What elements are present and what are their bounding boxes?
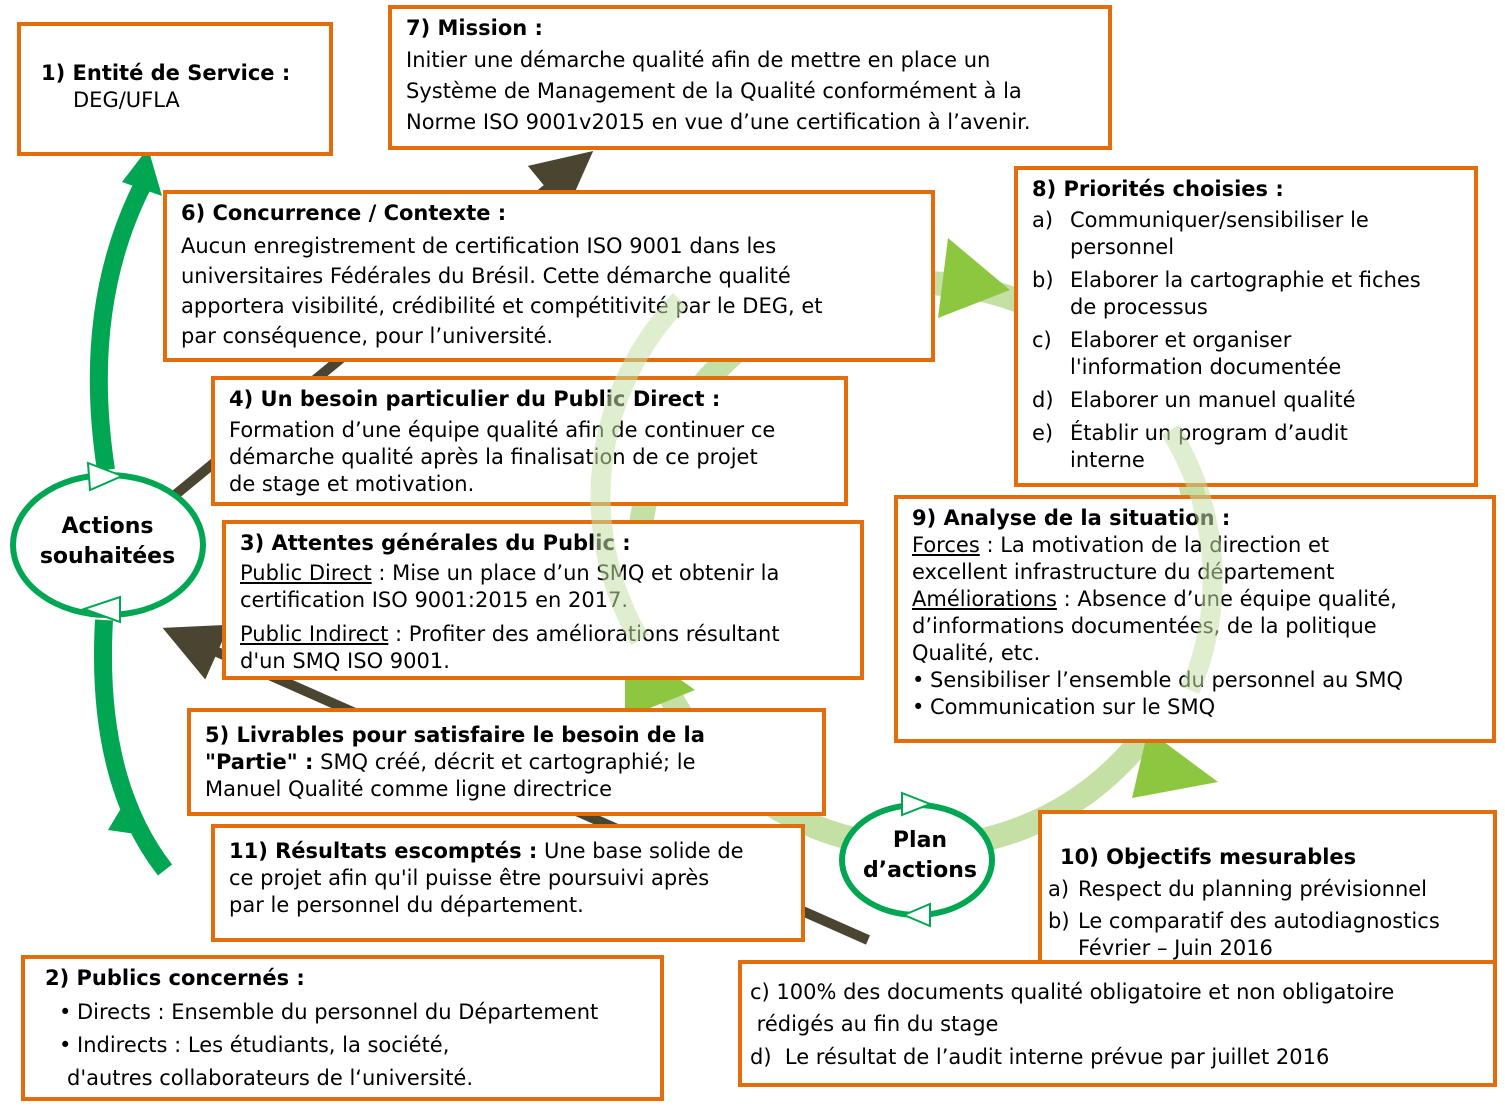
box-priorites	[1014, 166, 1478, 487]
box10-item-b-line2: Février – Juin 2016	[1078, 936, 1273, 960]
box9-forces-text2: excellent infrastructure du département	[912, 560, 1335, 584]
box7-line2: Système de Management de la Qualité conformément à la	[406, 79, 1022, 103]
box8-item-c	[1032, 327, 1460, 381]
box2-line3: d'autres collaborateurs de l‘université.	[67, 1066, 474, 1090]
box9-forces-text: : La motivation de la direction et	[979, 533, 1330, 557]
box5-line2	[205, 749, 808, 776]
box6-line2: universitaires Fédérales du Brésil. Cette démarche qualité	[181, 264, 791, 288]
box11-title: 11) Résultats escomptés :	[229, 839, 538, 863]
box8-item-c-line2: l'information documentée	[1070, 355, 1342, 379]
box8-item-a	[1032, 207, 1460, 261]
box2-bullet-1: • Directs : Ensemble du personnel du Département	[39, 996, 646, 1029]
box11-line2: ce projet afin qu'il puisse être poursuivi après	[229, 866, 710, 890]
box-attentes	[222, 520, 864, 680]
box9-bullet-2: • Communication sur le SMQ	[912, 695, 1216, 719]
box3-indirect-text: : Profiter des améliorations résultant	[388, 622, 780, 646]
box10-d-line: d) Le résultat de l’audit interne prévue par juillet 2016	[750, 1045, 1330, 1069]
box-entite-service	[17, 22, 333, 156]
box8-item-a-line2: personnel	[1070, 235, 1175, 259]
box2-bullet-2-text: Indirects : Les étudiants, la société,	[77, 1033, 450, 1057]
box-mission	[388, 5, 1112, 150]
box9-bullet-1-text: Sensibiliser l’ensemble du personnel au SMQ	[930, 668, 1404, 692]
box8-item-c-key: c)	[1032, 328, 1052, 352]
box9-amel-label: Améliorations	[912, 587, 1057, 611]
box10-item-b	[1048, 908, 1483, 962]
box7-title: 7) Mission :	[406, 16, 543, 40]
box8-title: 8) Priorités choisies :	[1032, 177, 1284, 201]
box6-line3: apportera visibilité, crédibilité et compétitivité par le DEG, et	[181, 294, 823, 318]
box4-line3: de stage et motivation.	[229, 472, 475, 496]
box9-amel-text2: d’informations documentées, de la politique	[912, 614, 1377, 638]
box10-title: 10) Objectifs mesurables	[1060, 845, 1357, 869]
box7-line1: Initier une démarche qualité afin de mettre en place un	[406, 48, 991, 72]
box8-item-b-line1: Elaborer la cartographie et fiches	[1070, 268, 1421, 292]
box-besoin-particulier	[211, 376, 848, 506]
box5-text2: SMQ créé, décrit et cartographié; le	[313, 750, 696, 774]
plan-label-line2: d’actions	[863, 858, 977, 883]
box2-bullet-1-text: Directs : Ensemble du personnel du Département	[77, 1000, 599, 1024]
box5-line3: Manuel Qualité comme ligne directrice	[205, 777, 613, 801]
box9-title: 9) Analyse de la situation :	[912, 506, 1231, 530]
green-arc-up	[99, 175, 148, 470]
box9-forces-label: Forces	[912, 533, 980, 557]
box2-title: 2) Publics concernés :	[45, 966, 305, 990]
box3-indirect-label: Public Indirect	[240, 622, 389, 646]
box9-amel-text: : Absence d’une équipe qualité,	[1056, 587, 1397, 611]
box3-indirect	[240, 621, 846, 648]
box-analyse	[894, 495, 1496, 743]
box3-indirect-text2: d'un SMQ ISO 9001.	[240, 649, 450, 673]
box11-line1	[229, 838, 787, 865]
box3-direct-label: Public Direct	[240, 561, 372, 585]
box-concurrence	[163, 190, 935, 362]
actions-label	[20, 512, 195, 572]
box8-item-d-line1: Elaborer un manuel qualité	[1070, 388, 1356, 412]
box6-line4: par conséquence, pour l’université.	[181, 324, 554, 348]
box8-item-e	[1032, 420, 1460, 474]
box1-body: DEG/UFLA	[73, 88, 180, 112]
box9-bullet-2-text: Communication sur le SMQ	[930, 695, 1216, 719]
box8-item-b-key: b)	[1032, 268, 1054, 292]
box2-bullet-2: • Indirects : Les étudiants, la société,	[39, 1029, 646, 1062]
box10-item-b-key: b)	[1048, 909, 1070, 933]
box10-c-line2: rédigés au fin du stage	[750, 1012, 999, 1036]
box9-forces	[912, 532, 1478, 559]
box8-item-e-key: e)	[1032, 421, 1054, 445]
box11-text1: Une base solide de	[537, 839, 744, 863]
box-objectifs-extension	[738, 960, 1497, 1087]
box8-item-d	[1032, 387, 1460, 414]
box1-title: 1) Entité de Service :	[41, 61, 291, 85]
box9-amel-text3: Qualité, etc.	[912, 641, 1041, 665]
box8-item-a-line1: Communiquer/sensibiliser le	[1070, 208, 1369, 232]
box11-line3: par le personnel du département.	[229, 893, 584, 917]
box3-direct-text2: certification ISO 9001:2015 en 2017.	[240, 588, 629, 612]
box10-item-a-line1: Respect du planning prévisionnel	[1078, 877, 1428, 901]
box3-title: 3) Attentes générales du Public :	[240, 531, 631, 555]
box8-item-b	[1032, 267, 1460, 321]
box3-direct-text: : Mise un place d’un SMQ et obtenir la	[371, 561, 780, 585]
box5-title2: "Partie" :	[205, 750, 314, 774]
box7-line3: Norme ISO 9001v2015 en vue d’une certification à l’avenir.	[406, 110, 1031, 134]
box8-item-e-line1: Établir un program d’audit	[1070, 421, 1348, 445]
box4-title: 4) Un besoin particulier du Public Direct :	[229, 387, 721, 411]
actions-label-line2: souhaitées	[39, 544, 176, 569]
box10-item-b-line1: Le comparatif des autodiagnostics	[1078, 909, 1440, 933]
box4-line1: Formation d’une équipe qualité afin de continuer ce	[229, 418, 776, 442]
box8-item-b-line2: de processus	[1070, 295, 1208, 319]
box4-line2: démarche qualité après la finalisation de ce projet	[229, 445, 758, 469]
green-arc-down-head	[108, 790, 150, 836]
box6-line1: Aucun enregistrement de certification ISO 9001 dans les	[181, 234, 777, 258]
box-publics	[21, 955, 664, 1101]
box-resultats	[211, 824, 805, 942]
box10-item-a-key: a)	[1048, 877, 1070, 901]
box5-title1: 5) Livrables pour satisfaire le besoin de la	[205, 723, 705, 747]
plan-label	[845, 826, 995, 886]
box9-bullet-1: • Sensibiliser l’ensemble du personnel au SMQ	[912, 668, 1404, 692]
box6-title: 6) Concurrence / Contexte :	[181, 201, 507, 225]
box10-item-a	[1048, 876, 1483, 903]
box8-item-a-key: a)	[1032, 208, 1054, 232]
box10-c-line1: c) 100% des documents qualité obligatoire et non obligatoire	[750, 980, 1395, 1004]
box-objectifs	[1038, 810, 1497, 970]
box-livrables	[187, 708, 826, 816]
box8-item-c-line1: Elaborer et organiser	[1070, 328, 1292, 352]
actions-label-line1: Actions	[61, 514, 154, 539]
box3-direct	[240, 560, 846, 587]
box9-amel	[912, 586, 1478, 613]
box8-item-e-line2: interne	[1070, 448, 1145, 472]
box8-item-d-key: d)	[1032, 388, 1054, 412]
plan-label-line1: Plan	[892, 828, 948, 853]
